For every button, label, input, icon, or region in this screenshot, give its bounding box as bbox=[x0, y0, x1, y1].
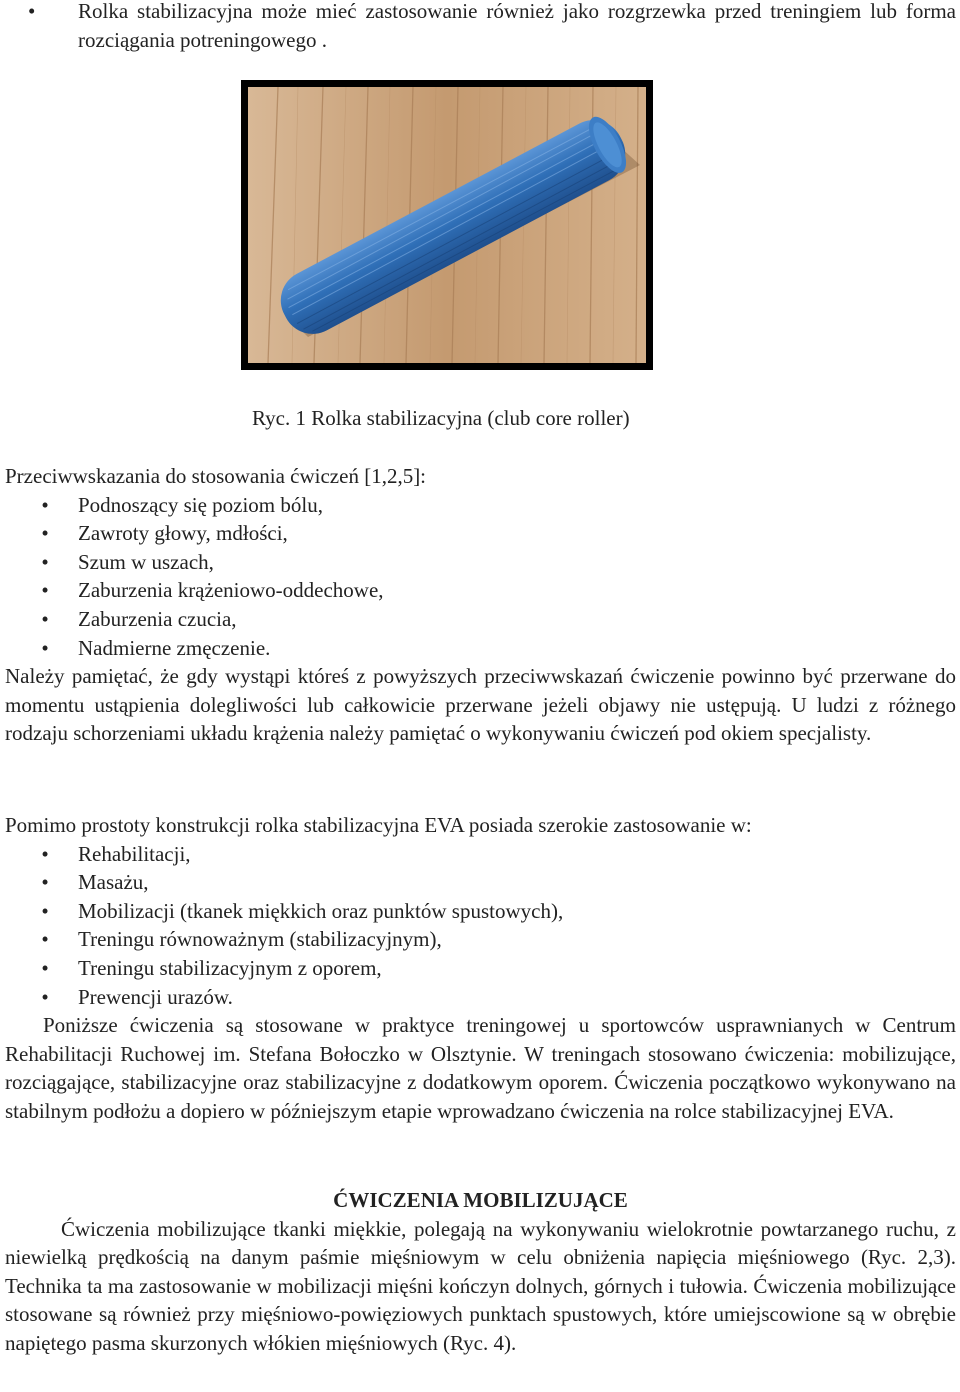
list-item: • Szum w uszach, bbox=[0, 548, 956, 577]
mobilization-paragraph: Ćwiczenia mobilizujące tkanki miękkie, polegają na wykonywaniu wielokrotnie powtarzanego ruchu, z niewielką prędkością na danym paśmie mięśniowym w celu obniżenia napięcia mięśniowego (Ryc. 2,3). Technika ta ma zastosowanie w mobilizacji mięśni kończyn dolnych, górnych i tułowia. Ćwiczenia mobilizujące stosowane są również przy mięśniowo-powięziowych punktach spustowych, które umiejscowione są w obrębie napiętego pasma skurzonych włókien mięśniowych (Ryc. 4). bbox=[5, 1216, 956, 1355]
list-item: • Zaburzenia krążeniowo-oddechowe, bbox=[0, 576, 956, 605]
list-item: • Nadmierne zmęczenie. bbox=[0, 634, 956, 663]
bullet-icon: • bbox=[41, 578, 49, 603]
contraindications-section bbox=[5, 462, 956, 748]
list-item: • Prewencji urazów. bbox=[0, 983, 956, 1012]
bullet-icon: • bbox=[41, 841, 49, 866]
list-item: • Rehabilitacji, bbox=[0, 840, 956, 869]
applications-intro: Pomimo prostoty konstrukcji rolka stabilizacyjna EVA posiada szerokie zastosowanie w: bbox=[5, 813, 752, 837]
list-item: • Podnoszący się poziom bólu, bbox=[0, 491, 956, 520]
figure-caption: Ryc. 1 Rolka stabilizacyjna (club core roller) bbox=[252, 406, 630, 430]
contraindications-intro: Przeciwwskazania do stosowania ćwiczeń [1,2,5]: bbox=[5, 464, 427, 488]
contraindications-list bbox=[0, 491, 956, 663]
bullet-icon: • bbox=[41, 870, 49, 895]
list-item: • Treningu równoważnym (stabilizacyjnym), bbox=[0, 925, 956, 954]
bullet-icon: • bbox=[41, 549, 49, 574]
applications-section bbox=[5, 811, 956, 1126]
roller-image bbox=[248, 87, 646, 363]
bullet-icon: • bbox=[41, 635, 49, 660]
roller-photo bbox=[241, 80, 653, 370]
mobilization-section bbox=[5, 1186, 956, 1358]
list-item: • Zaburzenia czucia, bbox=[0, 605, 956, 634]
list-item: • Treningu stabilizacyjnym z oporem, bbox=[0, 954, 956, 983]
applications-list bbox=[0, 840, 956, 1012]
bullet-icon: • bbox=[41, 927, 49, 952]
list-item: • Zawroty głowy, mdłości, bbox=[0, 519, 956, 548]
contraindications-note: Należy pamiętać, że gdy wystąpi któreś z powyższych przeciwwskazań ćwiczenie powinno być przerwane do momentu ustąpienia dolegliwości lub całkowicie przerwane jeżeli objawy nie ustępują. U ludzi z różnego rodzaju schorzeniami układu krążenia należy pamiętać o wykonywaniu ćwiczeń pod okiem specjalisty. bbox=[5, 664, 956, 746]
bullet-icon: • bbox=[41, 492, 49, 517]
intro-bullet-text: Rolka stabilizacyjna może mieć zastosowanie również jako rozgrzewka przed treningiem lub forma rozciągania potreningowego . bbox=[78, 0, 956, 52]
bullet-icon: • bbox=[41, 606, 49, 631]
bullet-icon: • bbox=[41, 955, 49, 980]
intro-bullet bbox=[0, 0, 960, 54]
bullet-icon: • bbox=[28, 0, 36, 23]
list-item: • Masażu, bbox=[0, 868, 956, 897]
applications-paragraph: Poniższe ćwiczenia są stosowane w praktyce treningowej u sportowców usprawnianych w Centrum Rehabilitacji Ruchowej im. Stefana Bołoczko w Olsztynie. W treningach stosowano ćwiczenia: mobilizujące, rozciągające, stabilizacyjne oraz stabilizacyjne z dodatkowym oporem. Ćwiczenia początkowo wykonywano na stabilnym podłożu a dopiero w późniejszym etapie wprowadzano ćwiczenia na rolce stabilizacyjnej EVA. bbox=[5, 1013, 956, 1123]
list-item: • Mobilizacji (tkanek miękkich oraz punktów spustowych), bbox=[0, 897, 956, 926]
bullet-icon: • bbox=[41, 521, 49, 546]
bullet-icon: • bbox=[41, 984, 49, 1009]
bullet-icon: • bbox=[41, 898, 49, 923]
section-heading: ĆWICZENIA MOBILIZUJĄCE bbox=[333, 1188, 628, 1212]
